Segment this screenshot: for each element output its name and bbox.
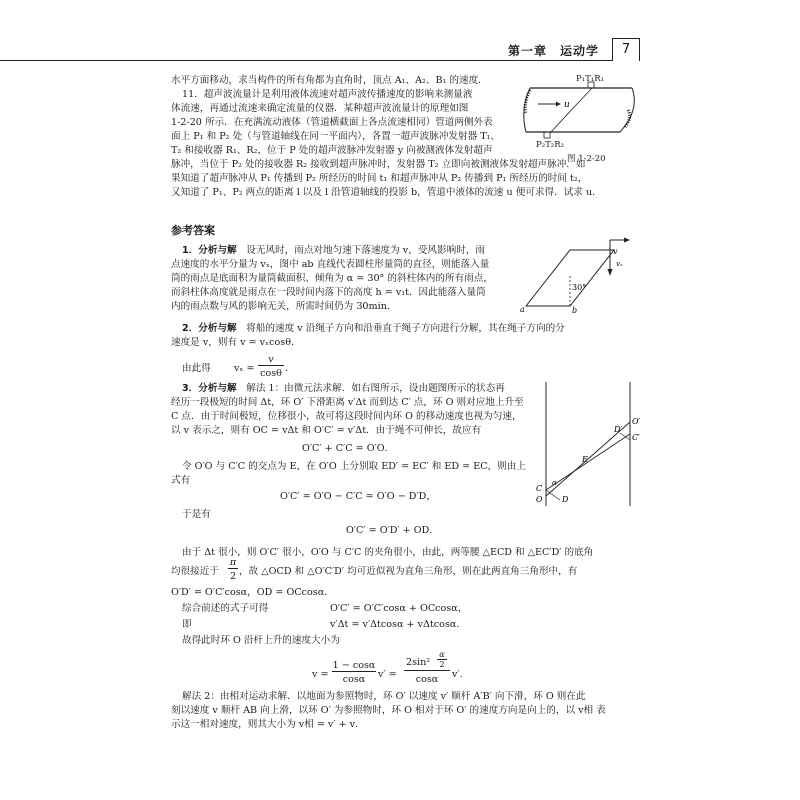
ans3-f2-den: cosα xyxy=(415,674,439,685)
p11-line-3: 1-2-20 所示．在充满流动液体（管道横截面上各点流速相同）管道两侧外表 xyxy=(171,117,493,128)
rod-label-C: C xyxy=(536,484,543,493)
ans2-heading: 2．分析与解 xyxy=(182,323,237,334)
rod-label-E: E xyxy=(582,455,588,464)
p11-line-7: 果知道了超声脉冲从 P₁ 传播到 P₂ 所经历的时间 t₁ 和超声脉冲从 P₂ 传播到 P₁ 所经历的时间 t₂， xyxy=(171,173,588,184)
ans3-f2-num: 2sin² xyxy=(406,657,431,668)
rod-label-O1: O′ xyxy=(632,417,641,426)
p11-line-2: 体流速，再通过流速来确定流量的仪器．某种超声波流量计的原理如图 xyxy=(171,103,469,114)
ans1-heading: 1．分析与解 xyxy=(182,245,237,256)
pipe-top-label: P₁T₁R₁ xyxy=(576,74,605,84)
ans3-eq-1: O′C′ + C′C = O′O． xyxy=(302,443,395,454)
ans3-eq-3: O′C′ = O′D′ + OD． xyxy=(346,525,439,536)
ans3-line-14: 解法 2：由相对运动求解．以地面为参照物时，环 O′ 以速度 v′ 顺杆 A′B′ 向下滑，环 O 则在此 xyxy=(182,691,586,702)
ans3-f1-den: cosα xyxy=(342,674,366,685)
section-title: 参考答案 xyxy=(171,224,215,237)
figure-caption: 图 1-2-20 xyxy=(567,154,606,164)
ans3-line-2: 经历一段极短的时间 Δt，环 O′ 下滑距离 v′Δt 而到达 C′ 点，环 O 则对应地上升至 xyxy=(171,397,524,408)
ans1-line-3: 筒的雨点是底面积为量筒截面积、倾角为 α = 30° 的斜柱体内的所有雨点， xyxy=(171,273,493,284)
ans3-line-11a: 综合前述的式子可得 xyxy=(182,603,269,614)
rod-label-O: O xyxy=(536,495,543,504)
ans3-heading: 3．分析与解 xyxy=(182,383,237,394)
ans3-f2-two: 2 xyxy=(439,660,445,669)
ans3-line-9a: 均很接近于 xyxy=(171,566,219,577)
ans3-f1-num: 1 − cosα xyxy=(332,660,376,671)
ans3-line-9b: ，故 △OCD 和 △O′C′D′ 均可近似视为直角三角形，则在此两直角三角形中，有 xyxy=(239,566,578,577)
rods-rings-figure xyxy=(532,378,644,510)
ans3-f-end: v′． xyxy=(452,669,470,680)
p11-line-1: 11．超声波流量计是利用液体流速对超声波传播速度的影响来测量液 xyxy=(182,89,473,100)
ans1-line-2: 点速度的水平分量为 vₓ，图中 ab 直线代表圆柱形量筒的直径，则能落入量 xyxy=(171,259,490,270)
ans3-eq-2: O′C′ = O′O − C′C = O′O − D′D， xyxy=(280,491,436,502)
ans2-line-2: 速度是 v，则有 v = vₓcosθ． xyxy=(171,337,301,348)
ans2-formula-end: ． xyxy=(285,363,295,374)
rod-label-D1: D′ xyxy=(614,425,623,434)
ans3-line-12b: v′Δt = v′Δtcosα + vΔtcosα． xyxy=(330,619,466,630)
ans1-line-1: 设无风时，雨点对地匀速下落速度为 v，受风影响时，雨 xyxy=(246,245,485,256)
header-rule xyxy=(0,60,612,61)
rain-a-label: a xyxy=(520,305,525,314)
pipe-bottom-label: P₂T₂R₂ xyxy=(536,140,565,150)
ans1-line-4: 而斜柱体高度就是雨点在一段时间内落下的高度 h = v₁t．因此能落入量筒 xyxy=(171,287,486,298)
ans3-f-lhs: v = xyxy=(312,669,329,680)
ans3-pi-num: π xyxy=(229,557,237,568)
p11-line-5: T₂ 和接收器 R₁、R₂，位于 P 处的超声波脉冲发射器 y 向被测液体发射超声 xyxy=(171,145,493,156)
pipe-figure xyxy=(512,80,642,152)
rain-v-label: v xyxy=(613,247,618,256)
p11-line-6: 脉冲，当位于 P₂ 处的接收器 R₂ 接收到超声脉冲时，发射器 T₂ 立即向被测液体发射超声脉冲．如 xyxy=(171,159,586,170)
ans3-line-16: 示这一相对速度，则其大小为 v相 = v′ + v． xyxy=(171,719,365,730)
flow-label: u xyxy=(564,100,570,110)
rain-cylinder-figure xyxy=(520,236,642,314)
ans3-line-5: 令 O′O 与 C′C 的交点为 E，在 O′O 上分别取 ED′ = EC′ 和 ED = EC，则由上 xyxy=(182,461,526,472)
ans3-line-8: 由于 Δt 很小，则 O′C′ 很小，O′O 与 C′C 的夹角很小，由此，两等腰 △ECD 和 △EC′D′ 的底角 xyxy=(182,547,594,558)
ans3-f-mid: v′ = xyxy=(378,669,397,680)
ans3-line-10: O′D′ = O′C′cosα，OD = OCcosα． xyxy=(171,587,334,598)
ans3-line-15: 刻以速度 v 顺杆 AB 向上滑，以环 O′ 为参照物时，环 O 相对于环 O′ 的速度方向是向上的，以 v相 表 xyxy=(171,705,606,716)
ans1-line-5: 内的雨点数与风的影响无关，所需时间仍为 30min． xyxy=(171,301,397,312)
ans3-line-12a: 即 xyxy=(182,619,192,630)
rain-vx-label: vₓ xyxy=(616,260,623,268)
ans3-line-1: 解法 1：由微元法求解．如右图所示，设由题图所示的状态再 xyxy=(246,383,505,394)
ans2-formula-num: v xyxy=(258,354,284,366)
ans3-f2-alpha: α xyxy=(437,650,447,660)
ans2-line-3: 由此得 xyxy=(182,363,211,374)
rod-label-D: D xyxy=(562,495,569,504)
ans2-formula-lhs: vₓ = xyxy=(234,363,255,374)
rod-label-alpha: α xyxy=(552,479,557,487)
p11-line-8: 又知道了 P₁、P₂ 两点的距离 l 以及 l 沿管道轴线的投影 b，管道中液体的流速 u 便可求得．试求 u． xyxy=(171,187,602,198)
ans3-line-3: C 点．由于时间极短，位移很小，故可将这段时间内环 O 的移动速度也视为匀速， xyxy=(171,411,522,422)
ans3-line-7: 于是有 xyxy=(182,509,211,520)
rain-angle-label: 30° xyxy=(572,283,587,292)
ans3-line-13: 故得此时环 O 沿杆上升的速度大小为 xyxy=(182,635,340,646)
p11-line-4: 面上 P₁ 和 P₂ 处（与管道轴线在同一平面内），各置一超声波脉冲发射器 T₁、 xyxy=(171,131,501,142)
chapter-title: 第一章 运动学 xyxy=(508,44,600,58)
rain-b-label: b xyxy=(572,306,578,314)
ans3-line-4: 以 v 表示之，则有 OC = vΔt 和 O′C′ = v′Δt．由于绳不可伸长，故应有 xyxy=(171,425,482,436)
ans3-pi-den: 2 xyxy=(229,571,237,582)
ans2-formula-den: cosθ xyxy=(260,368,282,379)
rod-label-C1: C′ xyxy=(632,433,640,442)
page-number: 7 xyxy=(612,38,640,61)
prev-problem-tail: 水平方面移动，求当构件的所有角都为直角时，顶点 A₁、A₂、B₁ 的速度． xyxy=(171,75,488,86)
ans3-line-11b: O′C′ = O′C′cosα + OCcosα， xyxy=(330,603,468,614)
ans3-line-6: 式有 xyxy=(171,475,191,486)
ans3-f2-numerator xyxy=(404,652,450,671)
ans2-line-1: 将船的速度 v 沿绳子方向和沿垂直于绳子方向进行分解，其在绳子方向的分 xyxy=(246,323,565,334)
